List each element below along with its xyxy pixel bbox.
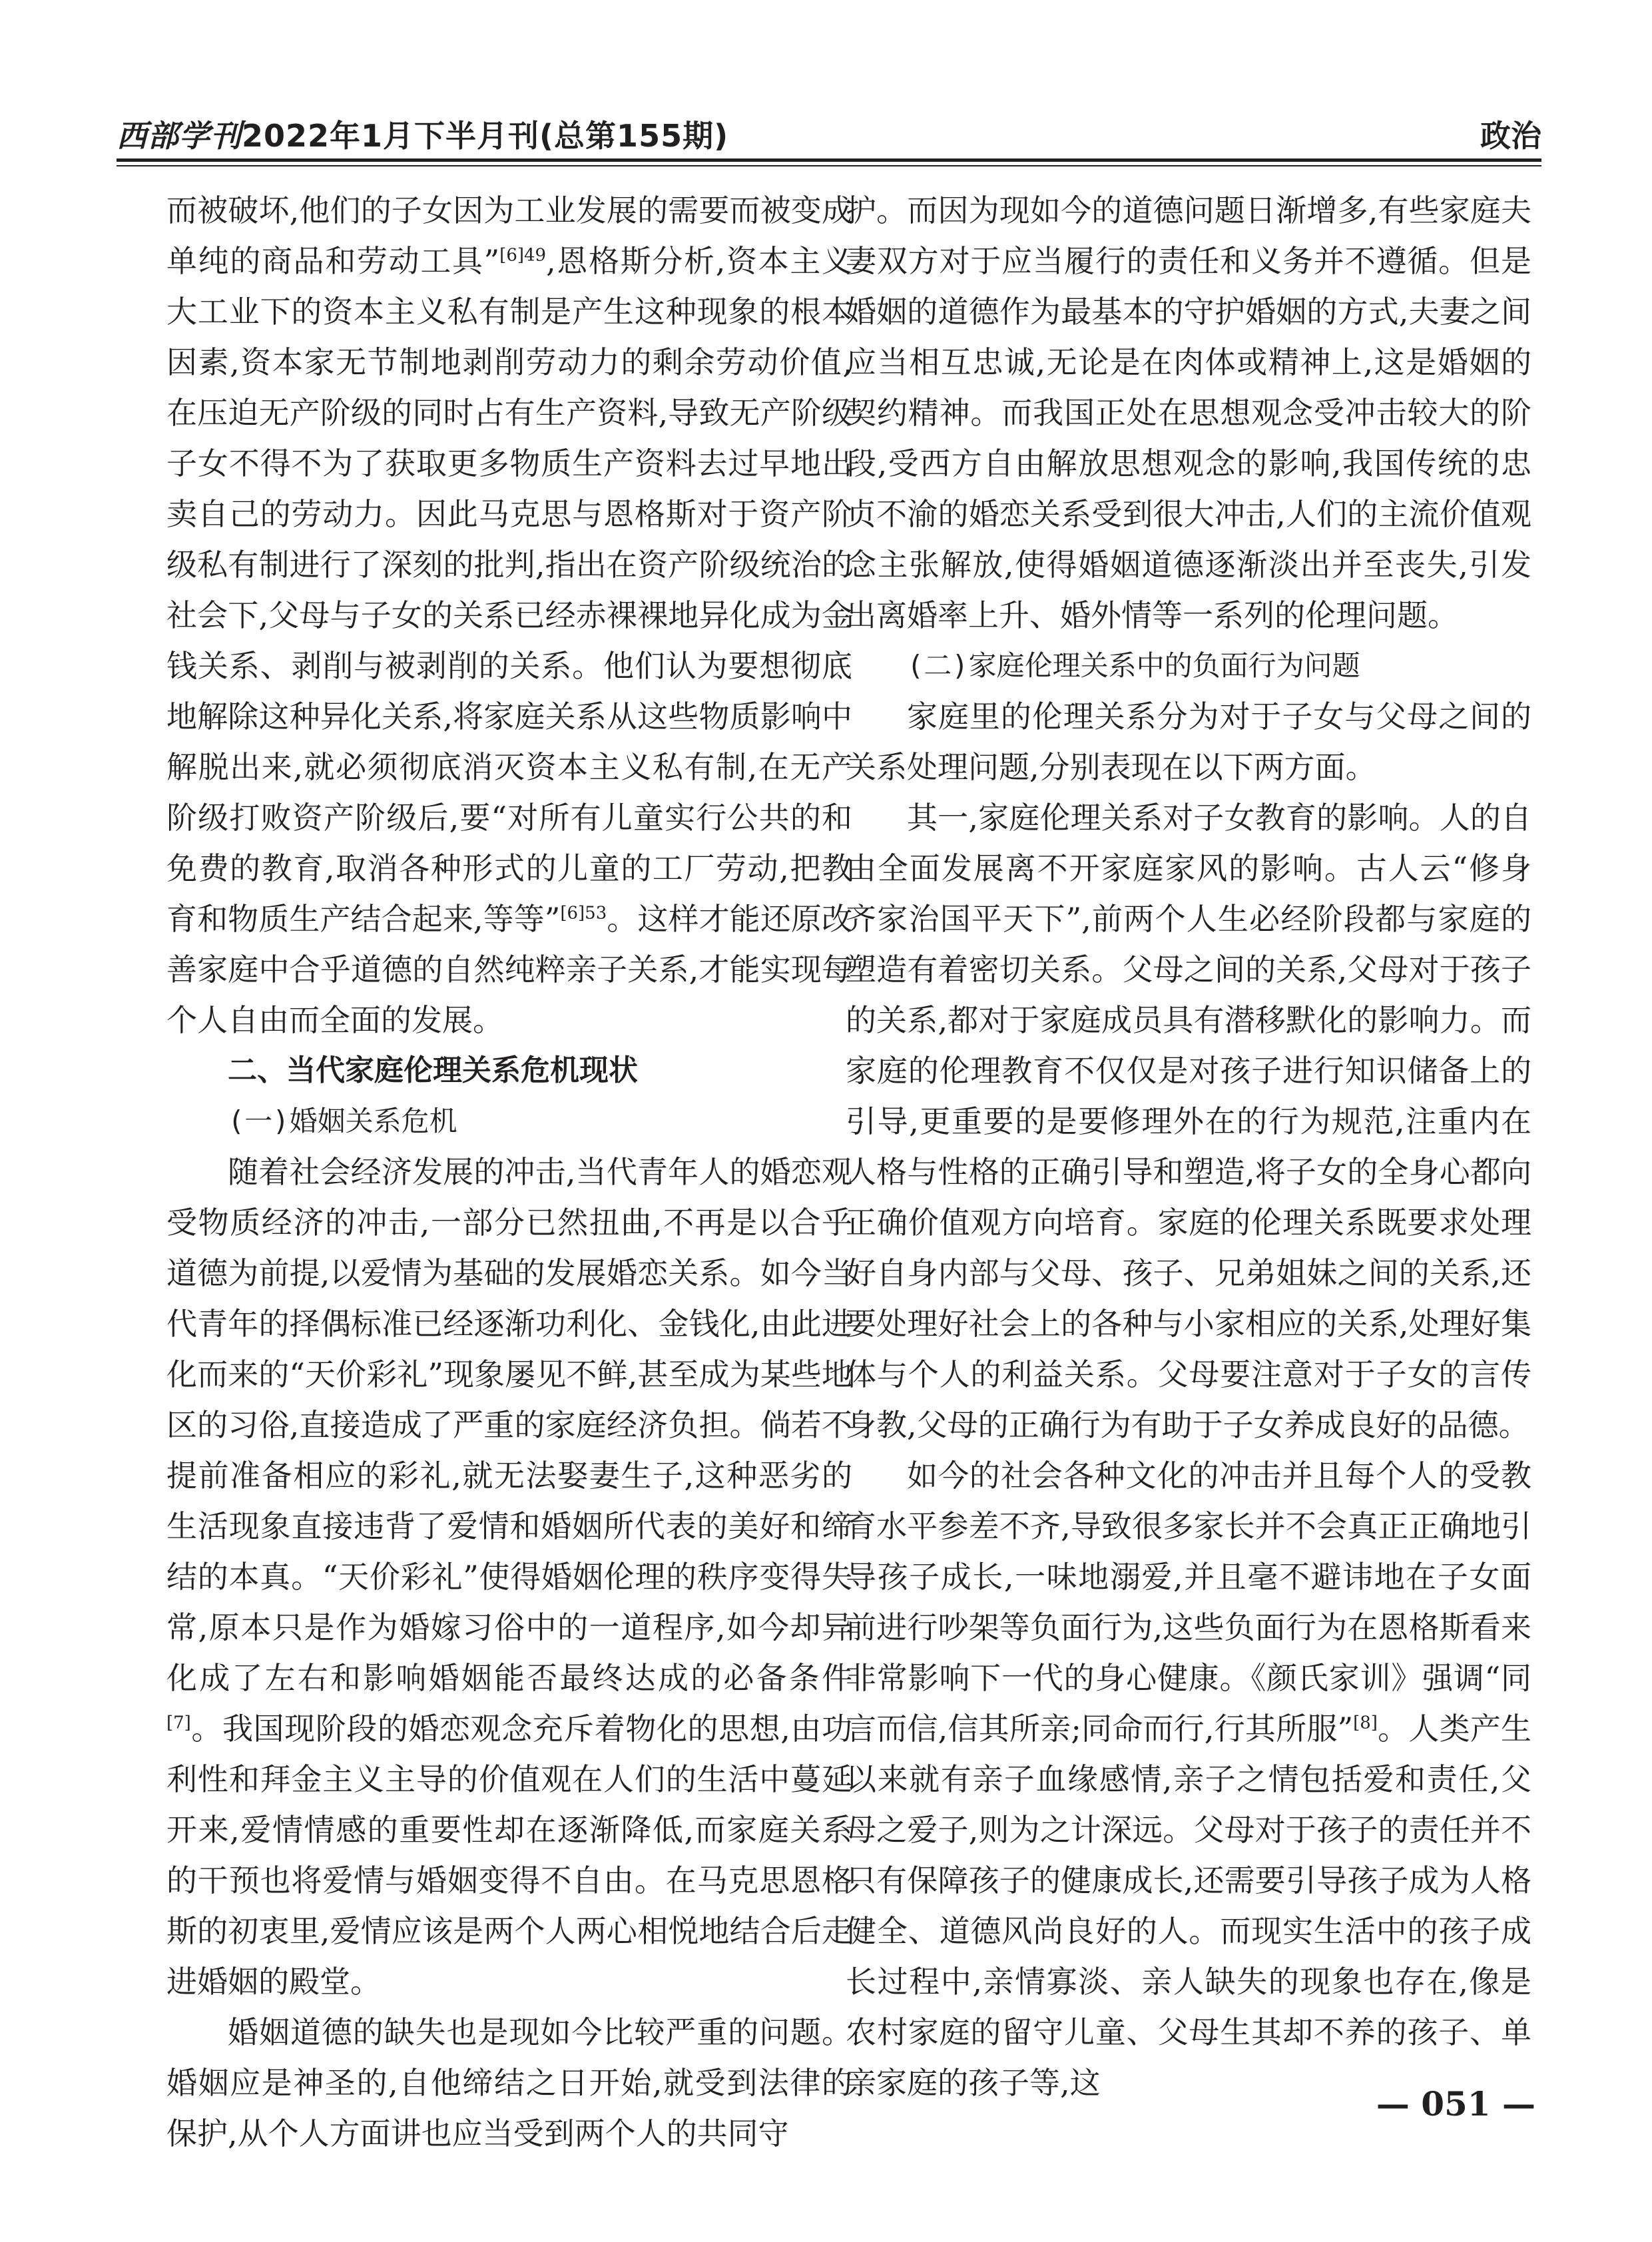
journal-logo: 西部学刊	[117, 118, 242, 154]
paragraph: 随着社会经济发展的冲击,当代青年人的婚恋观受物质经济的冲击,一部分已然扭曲,不再是以合乎道德为前提,以爱情为基础的发展婚恋关系。如今当代青年的择偶标准已经逐渐功利化、金钱化,由此进化而来的“天价彩礼”现象屡见不鲜,甚至成为某些地区的习俗,直接造成了严重的家庭经济负担。倘若不提前准备相应的彩礼,就无法娶妻生子,这种恶劣的生活现象直接违背了爱情和婚姻所代表的美好和缔结的本真。“天价彩礼”使得婚姻伦理的秩序变得失常,原本只是作为婚嫁习俗中的一道程序,如今却异化成了左右和影响婚姻能否最终达成的必备条件[7]。我国现阶段的婚恋观念充斥着物化的思想,由功利性和拜金主义主导的价值观在人们的生活中蔓延开来,爱情情感的重要性却在逐渐降低,而家庭关系的干预也将爱情与婚姻变得不自由。在马克思恩格斯的初衷里,爱情应该是两个人两心相悦地结合后走进婚姻的殿堂。	[166, 1154, 852, 2000]
section-name: 政治	[1480, 118, 1541, 154]
left-column	[166, 185, 852, 2159]
right-column	[846, 185, 1531, 2108]
page-number: — 051 —	[1376, 2084, 1535, 2123]
journal-issue: 2022年1月下半月刊(总第155期)	[242, 118, 729, 154]
subsection-heading: (一)婚姻关系危机	[228, 1105, 457, 1137]
citation: [8]	[1353, 1713, 1378, 1733]
paragraph: 家庭里的伦理关系分为对于子女与父母之间的关系处理问题,分别表现在以下两方面。	[846, 699, 1531, 785]
journal-title	[117, 112, 728, 156]
running-header	[117, 112, 1541, 158]
paragraph: 而被破坏,他们的子女因为工业发展的需要而被变成单纯的商品和劳动工具”$^{[6]49}$,恩格斯分析,资本主义大工业下的资本主义私有制是产生这种现象的根本因素,资本家无节制地剥削劳动力的剩余劳动价值,在压迫无产阶级的同时占有生产资料,导致无产阶级子女不得不为了获取更多物质生产资料去过早地出卖自己的劳动力。因此马克思与恩格斯对于资产阶级私有制进行了深刻的批判,指出在资产阶级统治的社会下,父母与子女的关系已经赤裸裸地异化成为金钱关系、剥削与被剥削的关系。他们认为要想彻底地解除这种异化关系,将家庭关系从这些物质影响中解脱出来,就必须彻底消灭资本主义私有制,在无产阶级打败资产阶级后,要“对所有儿童实行公共的和免费的教育,取消各种形式的儿童的工厂劳动,把教育和物质生产结合起来,等等”$^{[6]53}$。这样才能还原改善家庭中合乎道德的自然纯粹亲子关系,才能实现每个人自由而全面的发展。	[166, 192, 853, 1038]
section-heading: 二、当代家庭伦理关系危机现状	[228, 1053, 638, 1087]
citation: [6]53	[560, 903, 607, 924]
header-rule-thin	[117, 165, 1541, 166]
citation: [7]	[166, 1713, 191, 1733]
paragraph: 婚姻道德的缺失也是现如今比较严重的问题。婚姻应是神圣的,自他缔结之日开始,就受到法律的保护,从个人方面讲也应当受到两个人的共同守	[166, 2014, 852, 2151]
paragraph: 护。而因为现如今的道德问题日渐增多,有些家庭夫妻双方对于应当履行的责任和义务并不遵循。但是婚姻的道德作为最基本的守护婚姻的方式,夫妻之间应当相互忠诚,无论是在肉体或精神上,这是婚姻的契约精神。而我国正处在思想观念受冲击较大的阶段,受西方自由解放思想观念的影响,我国传统的忠贞不渝的婚恋关系受到很大冲击,人们的主流价值观念主张解放,使得婚姻道德逐渐淡出并至丧失,引发出离婚率上升、婚外情等一系列的伦理问题。	[846, 192, 1531, 633]
header-rule	[117, 158, 1541, 162]
citation: [6]49	[499, 245, 547, 266]
paragraph: 如今的社会各种文化的冲击并且每个人的受教育水平参差不齐,导致很多家长并不会真正正确地引导孩子成长,一味地溺爱,并且毫不避讳地在子女面前进行吵架等负面行为,这些负面行为在恩格斯看来非常影响下一代的身心健康。《颜氏家训》强调“同言而信,信其所亲;同命而行,行其所服”[8]。人类产生以来就有亲子血缘感情,亲子之情包括爱和责任,父母之爱子,则为之计深远。父母对于孩子的责任并不只有保障孩子的健康成长,还需要引导孩子成为人格健全、道德风尚良好的人。而现实生活中的孩子成长过程中,亲情寡淡、亲人缺失的现象也存在,像是农村家庭的留守儿童、父母生其却不养的孩子、单亲家庭的孩子等,这	[846, 1458, 1532, 2101]
subsection-heading: (二)家庭伦理关系中的负面行为问题	[907, 649, 1360, 682]
paragraph: 其一,家庭伦理关系对子女教育的影响。人的自由全面发展离不开家庭家风的影响。古人云“修身齐家治国平天下”,前两个人生必经阶段都与家庭的塑造有着密切关系。父母之间的关系,父母对于孩子的关系,都对于家庭成员具有潜移默化的影响力。而家庭的伦理教育不仅仅是对孩子进行知识储备上的引导,更重要的是要修理外在的行为规范,注重内在人格与性格的正确引导和塑造,将子女的全身心都向正确价值观方向培育。家庭的伦理关系既要求处理好自身内部与父母、孩子、兄弟姐妹之间的关系,还要处理好社会上的各种与小家相应的关系,处理好集体与个人的利益关系。父母要注意对于子女的言传身教,父母的正确行为有助于子女养成良好的品德。	[846, 800, 1531, 1443]
